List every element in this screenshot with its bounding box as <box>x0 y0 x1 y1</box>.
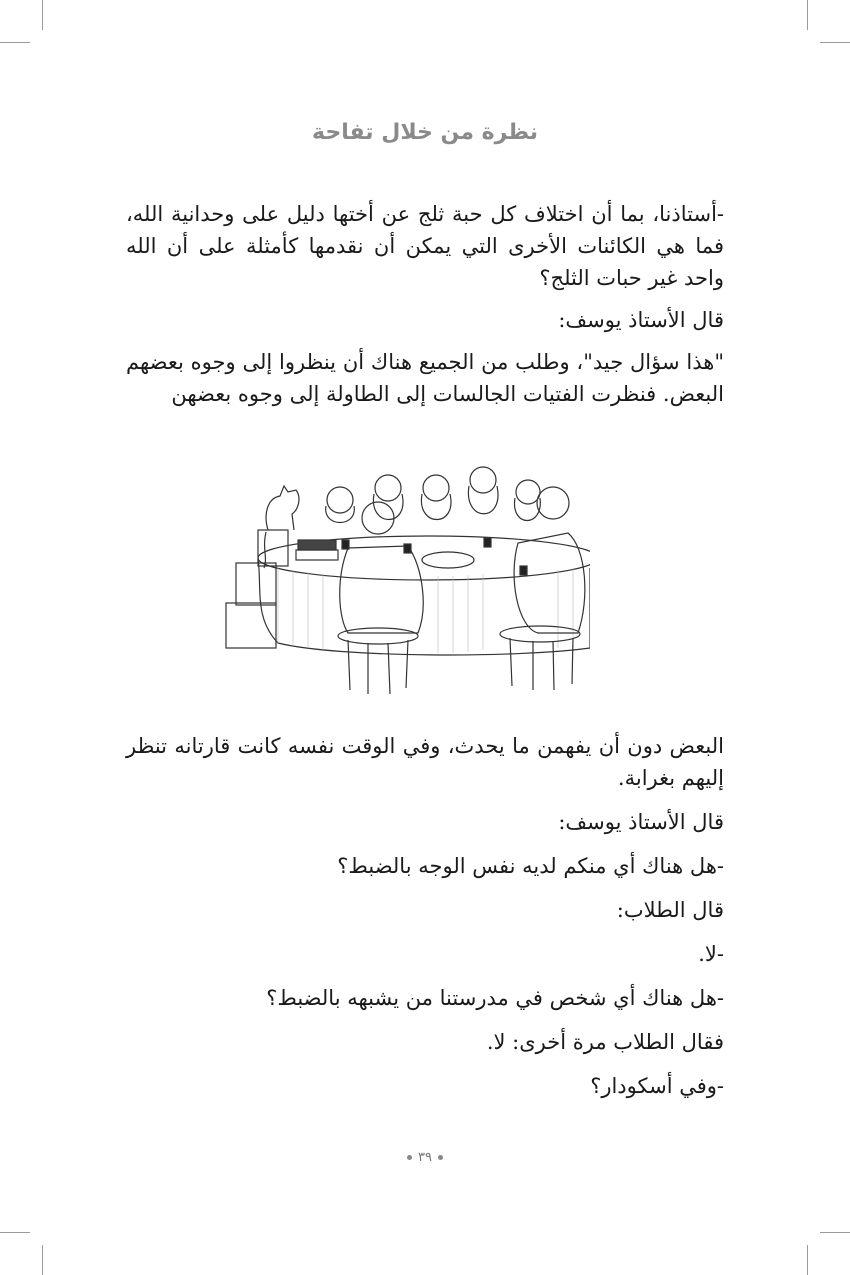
page-number-value: ٣٩ <box>418 1150 432 1165</box>
crop-mark-bottom-right-v <box>807 1245 808 1275</box>
paragraph-speaker: قال الأستاذ يوسف: <box>558 308 724 332</box>
crop-mark-top-right-v <box>807 0 808 30</box>
crop-mark-top-left-h <box>0 42 30 43</box>
crop-mark-bottom-right-h <box>820 1232 850 1233</box>
page-number <box>0 1150 850 1165</box>
bullet-icon <box>407 1155 412 1160</box>
crop-mark-bottom-left-v <box>42 1245 43 1275</box>
paragraph-question-2: -هل هناك أي منكم لديه نفس الوجه بالضبط؟ <box>337 854 724 878</box>
paragraph-narration: "هذا سؤال جيد"، وطلب من الجميع هناك أن ينظروا إلى وجوه بعضهم البعض. فنظرت الفتيات الجالسات إلى الطاولة إلى وجوه بعضهن <box>126 350 724 406</box>
paragraph-students-said: قال الطلاب: <box>616 898 724 922</box>
paragraph-question: -أستاذنا، بما أن اختلاف كل حبة ثلج عن أختها دليل على وحدانية الله، فما هي الكائنات الأخرى التي يمكن أن نقدمها كأمثلة على أن الله واحد غير حبات الثلج؟ <box>126 202 724 290</box>
paragraph-answer-again: فقال الطلاب مرة أخرى: لا. <box>486 1030 724 1054</box>
crop-mark-bottom-left-h <box>0 1232 30 1233</box>
paragraph-answer-no: -لا. <box>698 942 724 966</box>
paragraph-question-4: -وفي أسكودار؟ <box>590 1074 724 1098</box>
paragraph-question-3: -هل هناك أي شخص في مدرستنا من يشبهه بالضبط؟ <box>266 986 724 1010</box>
running-head: نظرة من خلال تفاحة <box>312 120 538 145</box>
crop-mark-top-left-v <box>42 0 43 30</box>
paragraph-narration-continued: البعض دون أن يفهمن ما يحدث، وفي الوقت نفسه كانت قارتانه تنظر إليهم بغرابة. <box>126 734 724 790</box>
bullet-icon <box>438 1155 443 1160</box>
crop-mark-top-right-h <box>820 42 850 43</box>
paragraph-speaker-2: قال الأستاذ يوسف: <box>558 810 724 834</box>
illustration-classroom-table <box>218 458 590 694</box>
text-block-bottom <box>126 730 724 1102</box>
text-block-top <box>126 198 724 410</box>
